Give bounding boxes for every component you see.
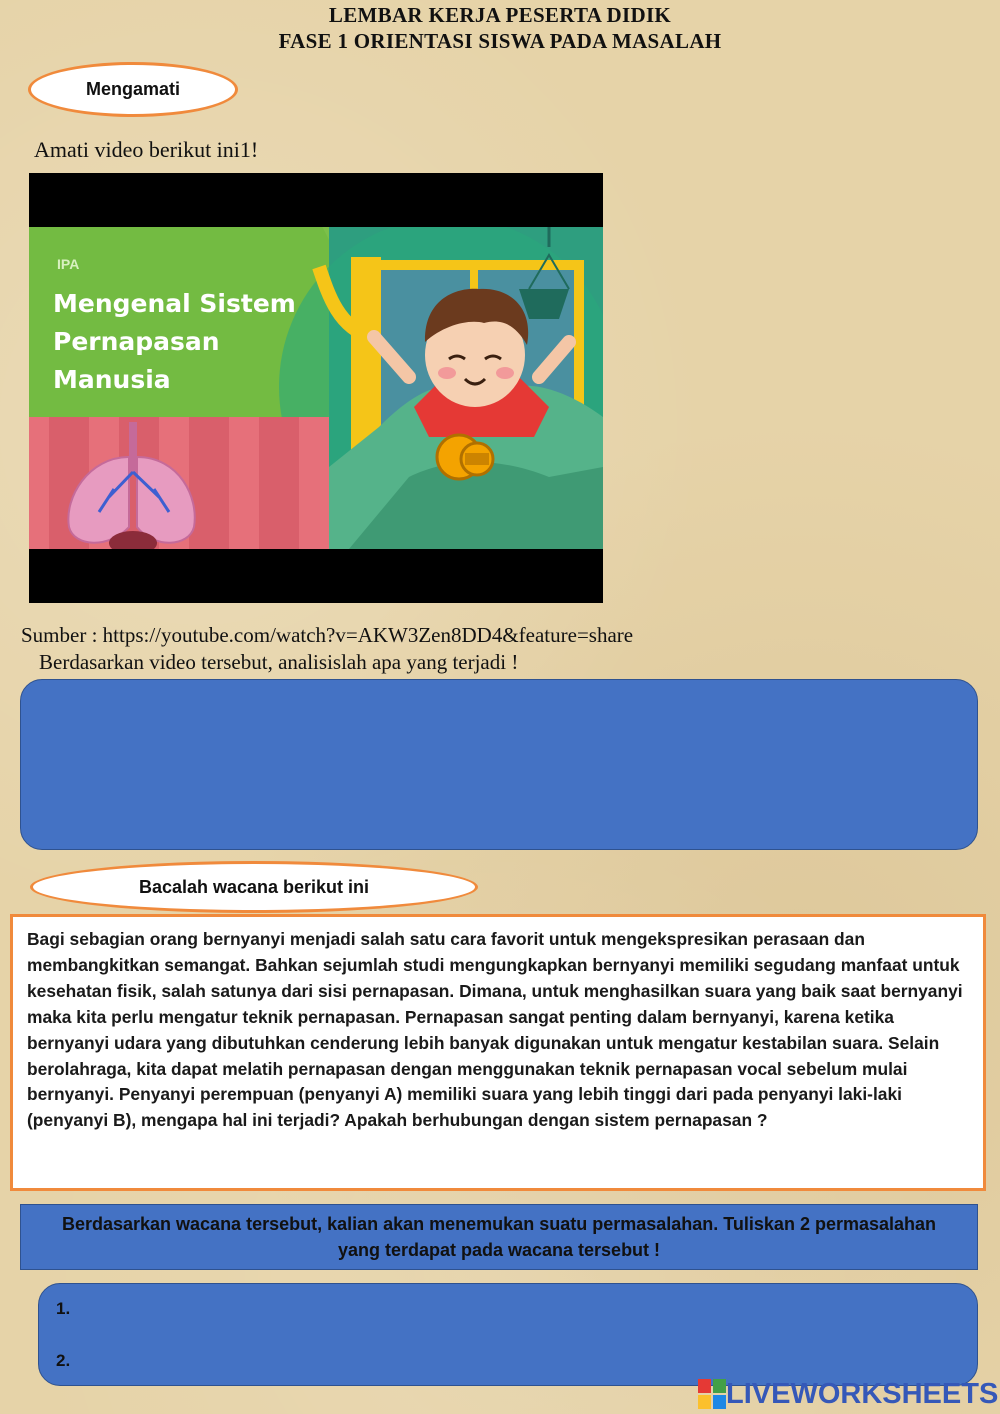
liveworksheets-wordmark: LIVEWORKSHEETS (726, 1378, 999, 1410)
liveworksheets-icon (698, 1379, 726, 1409)
analysis-question: Berdasarkan video tersebut, analisislah apa yang terjadi ! (39, 650, 519, 674)
video-title-line: Manusia (53, 365, 171, 394)
reading-passage: Bagi sebagian orang bernyanyi menjadi salah satu cara favorit untuk mengekspresikan perasaan dan membangkitkan semangat. Bahkan sejumlah studi mengungkapkan bernyanyi memiliki segudang manfaat untuk kesehatan fisik, salah satunya dari sisi pernapasan. Dimana, untuk menghasilkan suara yang baik saat bernyanyi maka kita perlu mengatur teknik pernapasan. Pernapasan sangat penting dalam bernyanyi, karena ketika bernyanyi udara yang dibutuhkan cenderung lebih banyak digunakan untuk mengatur kestabilan suara. Selain berolahraga, kita dapat melatih pernapasan dengan menggunakan teknik pernapasan vocal sebelum mulai bernyanyi. Penyanyi perempuan (penyanyi A) memiliki suara yang lebih tinggi dari pada penyanyi laki-laki (penyanyi B), mengapa hal ini terjadi? Apakah berhubungan dengan sistem pernapasan ? (10, 914, 986, 1191)
task-instruction: Berdasarkan wacana tersebut, kalian akan menemukan suatu permasalahan. Tuliskan 2 permasalahan yang terdapat pada wacana tersebut ! (20, 1204, 978, 1270)
worksheet-subtitle: FASE 1 ORIENTASI SISWA PADA MASALAH (278, 29, 722, 53)
problems-answer-box[interactable] (38, 1283, 978, 1386)
section-label-bacalah: Bacalah wacana berikut ini (30, 861, 478, 913)
video-thumbnail[interactable] (29, 173, 603, 603)
answer-number-1: 1. (56, 1299, 71, 1318)
video-title-line: Mengenal Sistem (53, 289, 296, 318)
worksheet-title: LEMBAR KERJA PESERTA DIDIK (328, 3, 672, 27)
video-instruction: Amati video berikut ini1! (34, 137, 259, 162)
liveworksheets-logo (698, 1378, 998, 1410)
answer-number-2: 2. (56, 1351, 71, 1370)
video-title-line: Pernapasan (53, 327, 220, 356)
video-category: IPA (57, 256, 80, 272)
video-title (53, 285, 296, 399)
video-source: Sumber : https://youtube.com/watch?v=AKW3Zen8DD4&feature=share (21, 623, 634, 647)
analysis-answer-box[interactable] (20, 679, 978, 850)
section-label-mengamati: Mengamati (28, 62, 238, 117)
